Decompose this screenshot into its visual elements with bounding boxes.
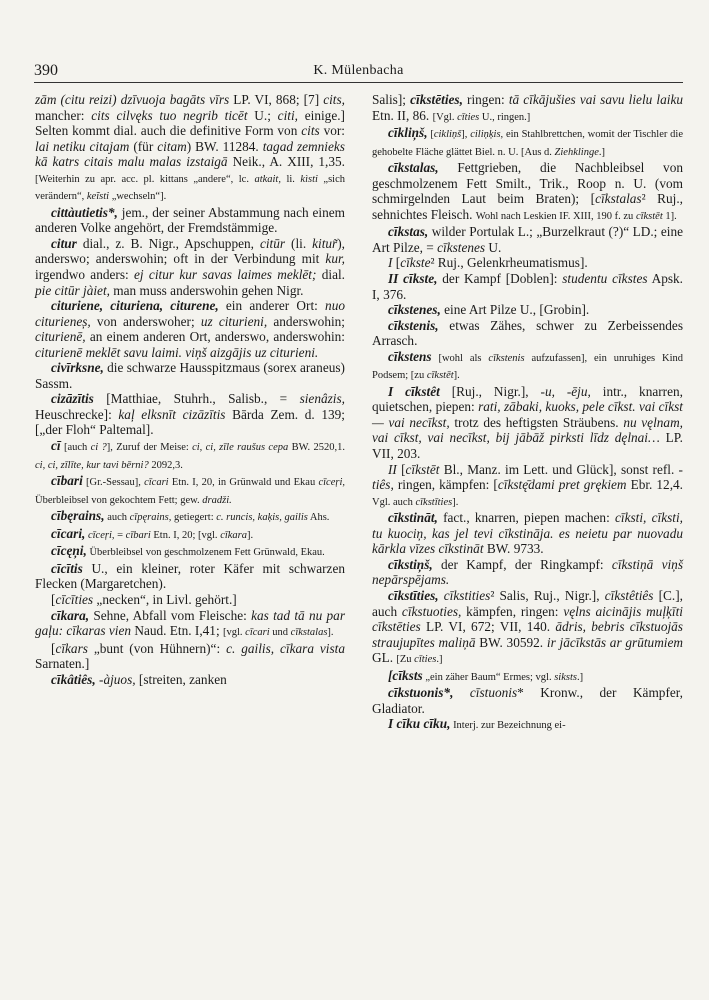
entry-text: cīkstêtiês	[604, 587, 654, 603]
dictionary-entry	[372, 255, 683, 271]
entry-text: ² Salis, Ruj., Nigr.],	[490, 587, 605, 603]
entry-text: BW. 9733.	[483, 541, 544, 557]
dictionary-entry	[372, 318, 683, 349]
entry-text: li.	[280, 173, 301, 185]
entry-text: cīkstalas	[290, 627, 328, 639]
entry-text: citurienē meklēt savu laimi. viņš aizgājis uz citurieni.	[35, 344, 319, 360]
page-header	[34, 62, 683, 83]
dictionary-entry	[35, 360, 345, 391]
entry-text: citurienē,	[35, 329, 86, 345]
entry-text: kur,	[325, 251, 345, 267]
dictionary-entry	[372, 685, 683, 716]
entry-text: ir jācīkstās ar grūtumiem	[546, 634, 683, 650]
headword: cīcari,	[51, 525, 86, 541]
dictionary-entry	[35, 526, 345, 544]
entry-text: ein Stahlbrettchen, womit der Tischler die gehobelte Fläche glättet Biel. n. U. [Aus d.	[372, 129, 684, 158]
entry-text: dradži.	[202, 494, 232, 506]
entry-text: cīcari	[144, 477, 169, 489]
entry-text: ej citur kur savas laimes meklēt;	[134, 267, 317, 283]
entry-text: ), anderswo; anderswohin; oft in der Verbindung mit	[35, 235, 345, 267]
entry-text: ciliņķis,	[470, 129, 504, 141]
entry-text: cīkstę̄dami pret grękiem	[497, 477, 627, 493]
entry-text: sienâzis,	[299, 391, 345, 407]
entry-text: U.	[485, 239, 502, 255]
entry-text: der Kampf, der Ringkampf:	[432, 556, 612, 572]
entry-text: kas tad tā nu par gaļu: cīkaras vien	[35, 607, 345, 639]
entry-text: kämpfen, ringen:	[461, 603, 564, 619]
entry-text: wilder Portulak L.; „Burzelkraut (?)“ LD.; eine Art Pilze, =	[372, 224, 683, 255]
entry-text: [	[427, 129, 434, 141]
entry-text: von anderswoher;	[90, 313, 201, 329]
entry-text: ² Ruj., Gelenkrheumatismus].	[430, 255, 588, 271]
entry-text: Heuschrecke]:	[35, 406, 119, 422]
entry-text: fact., knarren, piepen machen:	[437, 510, 615, 526]
entry-text: Salis];	[372, 92, 411, 107]
entry-text: vor:	[319, 123, 345, 139]
dictionary-entry	[372, 510, 683, 557]
headword: cīkstenis,	[388, 317, 439, 333]
page-number: 390	[34, 62, 58, 79]
entry-text: dial.	[316, 267, 345, 283]
entry-text: cīksti, cīksti, tu kuociņ, kas jel tevi cīkstināja. es neietu par nuovadu kārkla vīzes cīkstināt	[372, 510, 683, 557]
entry-text: I	[388, 255, 393, 271]
entry-text: cīkars	[55, 640, 88, 656]
entry-text: tagad zemnieks kā katrs citais malu malas izstaigā	[35, 138, 345, 170]
entry-text: siksts	[554, 671, 577, 683]
dictionary-entry	[372, 224, 683, 255]
entry-text: [	[396, 461, 406, 477]
entry-text: Bl., Manz. im Lett. und Glück], sonst refl.	[439, 461, 679, 477]
entry-text: (li.	[285, 235, 313, 251]
entry-text: ].	[453, 370, 460, 382]
entry-text: ].	[247, 529, 254, 541]
entry-text: [Ruj., Nigr.],	[439, 383, 541, 399]
dictionary-entry	[372, 557, 683, 588]
entry-text: einige.] Selten kommt dial. auch die definitive Form von	[35, 107, 345, 139]
right-column	[372, 92, 683, 734]
headword: cīcītis	[51, 560, 83, 576]
headword: cittàutietis*,	[51, 204, 118, 220]
entry-text: cīkstiņā viņš nepārspējams.	[372, 556, 683, 588]
entry-text: eine Art Pilze U., [Grobin].	[440, 302, 590, 318]
headword: cīkstēties,	[410, 92, 463, 107]
entry-text: cīkstities	[443, 587, 491, 603]
entry-text: GL.	[372, 650, 397, 666]
entry-text: citam	[157, 138, 187, 154]
entry-text: cīcīties	[55, 591, 94, 607]
entry-text: die schwarze Hausspitzmaus (sorex araneus) Sassm.	[35, 360, 345, 391]
entry-text: ].	[327, 627, 334, 639]
entry-text: tā cīkājušies vai savu lielu laiku	[508, 92, 683, 107]
entry-text: pie citūr jàiet,	[35, 282, 110, 298]
entry-text: [vgl.	[222, 627, 246, 639]
entry-text: (für	[129, 138, 158, 154]
dictionary-entry	[372, 125, 683, 160]
entry-text: anderswohin;	[267, 313, 346, 329]
entry-text: aufzufassen], ein unruhiges Kind Podsem; [zu	[372, 352, 683, 382]
entry-text: LP. VI, 672; VII, 140.	[420, 619, 556, 635]
dictionary-entry	[35, 561, 345, 592]
entry-text: Überbleibsel von gekochtem Fett; gew.	[35, 494, 203, 506]
entry-text: „wechseln“].	[109, 191, 167, 203]
entry-text: cīties	[414, 654, 437, 666]
dictionary-entry	[372, 302, 683, 318]
headword: cībari	[51, 473, 83, 489]
entry-text: * Kronw., der Kämpfer, Gladiator.	[372, 685, 683, 716]
entry-text: Naud. Etn. I,41;	[131, 623, 223, 639]
entry-text: kìsti	[300, 173, 318, 185]
entry-text: cīkstalas	[595, 191, 642, 207]
entry-text: kaļ elksnīt cizāzītis	[118, 406, 226, 422]
headword: cīcęņi,	[51, 543, 87, 559]
entry-text: keĩsti	[86, 191, 110, 203]
entry-text: cībari	[125, 529, 151, 541]
entry-text: U.;	[247, 107, 278, 123]
entry-text: BW. 30592.	[475, 634, 547, 650]
entry-text: cīties	[457, 111, 480, 123]
headword: cīkliņš,	[388, 125, 428, 141]
entry-text: cīkara	[220, 529, 248, 541]
entry-text: ci, ci, zīle raušus cepa	[192, 442, 289, 454]
entry-text: cits	[301, 123, 320, 139]
entry-text: -àjuos,	[99, 671, 136, 687]
dictionary-entry	[372, 92, 683, 125]
entry-text: jem., der seiner Abstammung nach einem anderen Volke angehört, der Fremdstämmige.	[35, 204, 345, 236]
dictionary-entry	[35, 508, 345, 526]
entry-text: ].	[452, 496, 459, 508]
headword: cīkâtiês,	[51, 671, 96, 687]
entry-text: Ebr. 12,4.	[626, 477, 683, 493]
dictionary-entry	[35, 608, 345, 641]
entry-text: Ahs.	[307, 512, 330, 524]
headword: I cīkstêt	[388, 383, 440, 399]
entry-text: cits,	[323, 92, 345, 107]
headword: cīkstens	[388, 348, 432, 364]
entry-text: cīceŗi,	[87, 529, 115, 541]
entry-text: rati, zābaki, kuoks, pele cīkst. vai cīkst — vai necīkst,	[372, 399, 683, 430]
entry-text: cīkstenis	[488, 352, 525, 364]
dictionary-entry	[372, 384, 683, 462]
headword: cīkstināt,	[388, 510, 438, 526]
entry-text: citūr	[259, 235, 286, 251]
entry-text: nu vęlnam, vai cīkst, vai necīkst, bij jābāž pirksti līdz dęlnai…	[372, 414, 684, 446]
entry-text: cits cilvęks tuo negrib ticēt	[91, 107, 248, 123]
entry-text: -tiês,	[372, 461, 683, 493]
entry-text: cīkstēt	[426, 370, 454, 382]
entry-text: studentu cīkstes	[562, 271, 648, 287]
entry-text: cīkstēt	[635, 210, 663, 222]
entry-text: Wohl nach Leskien IF. XIII, 190 f. zu	[475, 210, 636, 222]
headword: citur	[51, 235, 77, 251]
entry-text: -u, -ēju,	[540, 383, 591, 399]
entry-text: ],	[461, 129, 471, 141]
entry-text: uz citurieni,	[200, 313, 268, 329]
entry-text: [	[51, 591, 56, 607]
entry-text: [Matthiae, Stuhrh., Salisb., =	[93, 391, 300, 407]
headword: cī	[51, 438, 61, 454]
entry-text: Überbleibsel von geschmolzenem Fett Grünwald, Ekau.	[86, 547, 325, 559]
entry-text: ci, ci, zīlīte, kur tavi bērni?	[35, 459, 149, 471]
entry-text: lai netiku citajam	[35, 138, 130, 154]
dictionary-entry	[372, 588, 683, 668]
entry-text: ) BW. 11284.	[186, 138, 263, 154]
entry-text: trotz des heftigsten Sträubens.	[449, 414, 624, 430]
left-column	[35, 92, 345, 687]
entry-text: LP. VII, 203.	[372, 430, 683, 462]
entry-text: =	[114, 529, 126, 541]
entry-text: Sarnaten.]	[35, 656, 90, 672]
entry-text: LP. VI, 868; [7]	[229, 92, 324, 107]
dictionary-entry	[35, 298, 345, 360]
dictionary-entry	[35, 641, 345, 672]
entry-text: [wohl als	[431, 352, 489, 364]
headword: cizāzītis	[51, 391, 94, 407]
entry-text: c. runcis, kaķis, gailis	[216, 512, 308, 524]
dictionary-entry	[35, 473, 345, 508]
entry-text: Etn. I, 20, in Grünwald und Ekau	[168, 477, 319, 489]
entry-text: Sehne, Abfall vom Fleische:	[89, 607, 252, 623]
entry-text: intr., knarren, quietschen, piepen:	[372, 383, 683, 415]
entry-text: ādris, bebris cīkstuojās straujupītes maliņā	[372, 619, 683, 650]
dictionary-entry	[35, 205, 345, 236]
entry-text: Fettgrieben, die Nachbleibsel von geschmolzenem Fett Smilt., Trik., Roop n. U. (vom schmirgelnden Laut beim Braten); [	[372, 160, 683, 207]
entry-text: ringen, kämpfen: [	[393, 477, 498, 493]
entry-text: cīkste	[400, 255, 431, 271]
entry-text: cīpęrains,	[129, 512, 172, 524]
entry-text: „necken“, in Livl. gehört.]	[93, 591, 237, 607]
headword: cīkstas,	[388, 224, 429, 240]
dictionary-entry	[35, 391, 345, 438]
entry-text: [Zu	[396, 654, 415, 666]
headword: II cīkste,	[388, 271, 438, 287]
entry-text: ² Ruj., sehnichtes Fleisch.	[372, 191, 683, 222]
entry-text: auch	[104, 512, 130, 524]
headword: cīkstuonis*,	[388, 685, 454, 701]
entry-text: Vgl. auch	[372, 496, 416, 508]
entry-text: cīstuonis	[469, 685, 518, 701]
entry-text: ], Zuruf der Meise:	[106, 442, 193, 454]
entry-text: vęlns aicinājis muļķīti cīkstēties	[372, 603, 684, 635]
entry-text: ringen:	[462, 92, 509, 107]
headword: cīkara,	[51, 607, 90, 623]
headword: cīkstalas,	[388, 160, 439, 176]
entry-text: kitur̃	[312, 235, 338, 251]
entry-text: .]	[436, 654, 443, 666]
entry-text: citi,	[277, 107, 298, 123]
headword: cīkstenes,	[388, 302, 441, 318]
entry-text: cīcari	[245, 627, 270, 639]
headword: cituriene, cituriena, citurene,	[51, 298, 219, 314]
entry-text: atkait,	[254, 173, 281, 185]
entry-text: „bunt (von Hühnern)“:	[87, 640, 227, 656]
entry-text: [Weiterhin zu apr. acc. pl. kittans „andere“, lc.	[35, 173, 255, 185]
entry-text: an einem anderen Ort, anderswo, anderswohin:	[85, 329, 345, 345]
headword: [cīksts	[388, 667, 423, 683]
entry-text: ci ?	[90, 442, 107, 454]
entry-text: cīkstenes	[437, 239, 486, 255]
entry-text: U., ringen.]	[479, 111, 531, 123]
dictionary-entry	[35, 672, 345, 688]
entry-text: BW. 2520,1.	[288, 442, 346, 454]
dictionary-entry	[35, 543, 345, 561]
entry-text: getiegert:	[171, 512, 217, 524]
dictionary-entry	[372, 271, 683, 302]
entry-text: Etn. II, 86.	[372, 107, 433, 123]
dictionary-entry	[372, 160, 683, 224]
entry-text: cīkstēt	[405, 461, 440, 477]
headword: cīkstiņš,	[388, 556, 433, 572]
entry-text	[453, 685, 469, 700]
entry-text: man muss anderswohin gehen Nigr.	[109, 282, 304, 298]
dictionary-entry	[35, 92, 345, 205]
running-title: K. Mülenbacha	[313, 63, 404, 78]
entry-text: c. gailis, cīkara vista	[226, 640, 345, 656]
entry-text: cikliņš	[433, 129, 462, 141]
entry-text: dial., z. B. Nigr., Apschuppen,	[76, 235, 260, 251]
entry-text: II	[388, 461, 397, 477]
entry-text: Interj. zur Bezeichnung ei-	[450, 720, 566, 732]
headword: civīrksne,	[51, 360, 104, 376]
entry-text: Bārda Zem. d. 139; [„der Floh“ Paltemal].	[35, 406, 345, 438]
entry-text: zām (citu reizi) dzīvuoja bagāts vīrs	[35, 92, 230, 107]
entry-text: Apsk. I, 376.	[372, 271, 683, 302]
entry-text: Neik., A. XIII, 1,35.	[227, 154, 346, 170]
entry-text: [	[392, 255, 401, 271]
dictionary-entry	[35, 236, 345, 298]
dictionary-entry	[35, 592, 345, 608]
entry-text: mancher:	[35, 107, 92, 123]
entry-text: .]	[576, 671, 584, 683]
entry-text: „ein zäher Baum“ Ermes; vgl.	[422, 671, 555, 683]
headword: cībęrains,	[51, 508, 105, 524]
entry-text: [streiten, zanken	[135, 671, 227, 687]
headword: cīkstīties,	[388, 587, 439, 603]
entry-text: der Kampf [Doblen]:	[437, 271, 563, 287]
headword: I cīku cīku,	[388, 716, 451, 732]
entry-text: cīkstuoties,	[401, 603, 462, 619]
dictionary-entry	[372, 349, 683, 384]
entry-text: cīkstīties	[415, 496, 453, 508]
entry-text: und	[269, 627, 291, 639]
dictionary-entry	[35, 438, 345, 473]
entry-text: Etn. I, 20; [vgl.	[150, 529, 221, 541]
entry-text: [Gr.-Sessau],	[82, 477, 145, 489]
entry-text: Ziehklinge	[554, 146, 599, 158]
entry-text: U., ein kleiner, roter Käfer mit schwarzen Flecken (Margaretchen).	[35, 560, 345, 592]
entry-text: .]	[598, 146, 605, 158]
entry-text: [C.], auch	[372, 587, 684, 619]
entry-text: [	[51, 640, 56, 656]
entry-text: irgendwo anders:	[35, 267, 135, 283]
entry-text: nuo cituriene̦s,	[35, 298, 345, 329]
entry-text: [Vgl.	[432, 111, 458, 123]
entry-text: 1].	[662, 210, 677, 222]
entry-text: cīceŗi,	[318, 477, 345, 489]
entry-text: [auch	[60, 442, 91, 454]
entry-text: „sich verändern“,	[35, 173, 345, 203]
entry-text: etwas Zähes, schwer zu Zerbeissendes Arrasch.	[372, 317, 683, 349]
dictionary-entry	[372, 462, 683, 511]
entry-text: 2092,3.	[148, 459, 183, 471]
entry-text: ein anderer Ort:	[218, 298, 326, 314]
dictionary-entry	[372, 668, 683, 686]
dictionary-entry	[372, 716, 683, 734]
